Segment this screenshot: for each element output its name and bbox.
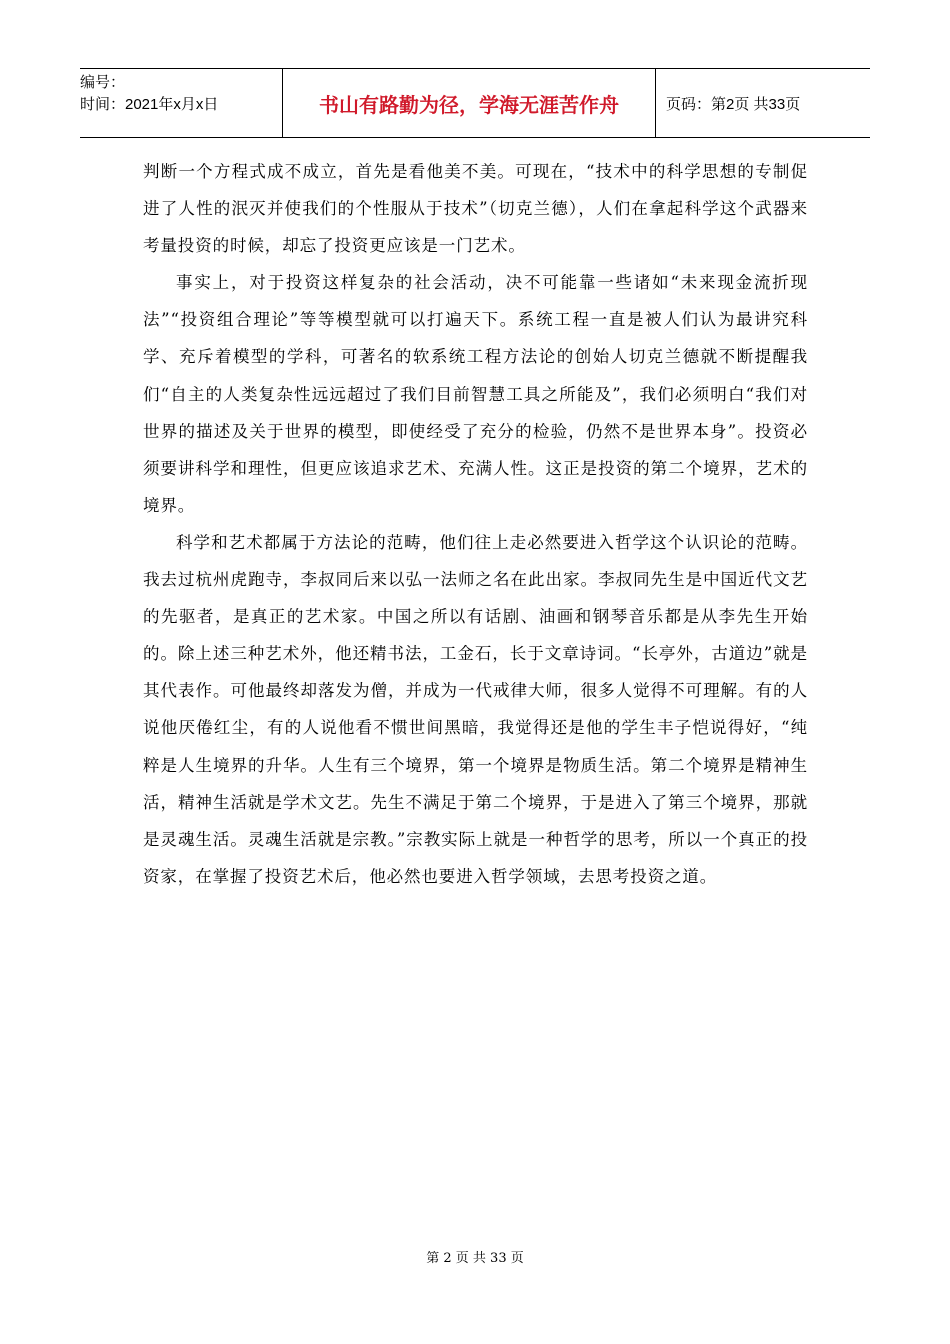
page-header xyxy=(80,68,870,138)
document-date-label: 时间：2021年x月x日 xyxy=(80,96,219,113)
page-footer: 第 2 页 共 33 页 xyxy=(426,1251,524,1266)
paragraph-2: 事实上，对于投资这样复杂的社会活动，决不可能靠一些诸如“未来现金流折现法”“投资组合理论”等等模型就可以打遍天下。系统工程一直是被人们认为最讲究科学、充斥着模型的学科，可著名的软系统工程方法论的创始人切克兰德就不断提醒我们“自主的人类复杂性远远超过了我们目前智慧工具之所能及”，我们必须明白“我们对世界的描述及关于世界的模型，即使经受了充分的检验，仍然不是世界本身”。投资必须要讲科学和理性，但更应该追求艺术、充满人性。这正是投资的第二个境界，艺术的境界。 xyxy=(143,273,808,515)
paragraph-3: 科学和艺术都属于方法论的范畴，他们往上走必然要进入哲学这个认识论的范畴。我去过杭州虎跑寺，李叔同后来以弘一法师之名在此出家。李叔同先生是中国近代文艺的先驱者，是真正的艺术家。中国之所以有话剧、油画和钢琴音乐都是从李先生开始的。除上述三种艺术外，他还精书法，工金石，长于文章诗词。“长亭外，古道边”就是其代表作。可他最终却落发为僧，并成为一代戒律大师，很多人觉得不可理解。有的人说他厌倦红尘，有的人说他看不惯世间黑暗，我觉得还是他的学生丰子恺说得好，“纯粹是人生境界的升华。人生有三个境界，第一个境界是物质生活。第二个境界是精神生活，精神生活就是学术文艺。先生不满足于第二个境界，于是进入了第三个境界，那就是灵魂生活。灵魂生活就是宗教。”宗教实际上就是一种哲学的思考，所以一个真正的投资家，在掌握了投资艺术后，他必然也要进入哲学领域，去思考投资之道。 xyxy=(143,532,808,886)
header-meta xyxy=(80,69,283,137)
header-page-info: 页码：第2页 共33页 xyxy=(666,95,801,113)
document-body xyxy=(143,153,808,895)
header-motto: 书山有路勤为径，学海无涯苦作舟 xyxy=(283,69,656,137)
document-number-label: 编号： xyxy=(80,74,126,91)
paragraph-1: 判断一个方程式成不成立，首先是看他美不美。可现在，“技术中的科学思想的专制促进了人性的泯灭并使我们的个性服从于技术”（切克兰德），人们在拿起科学这个武器来考量投资的时候，却忘了投资更应该是一门艺术。 xyxy=(143,162,808,256)
